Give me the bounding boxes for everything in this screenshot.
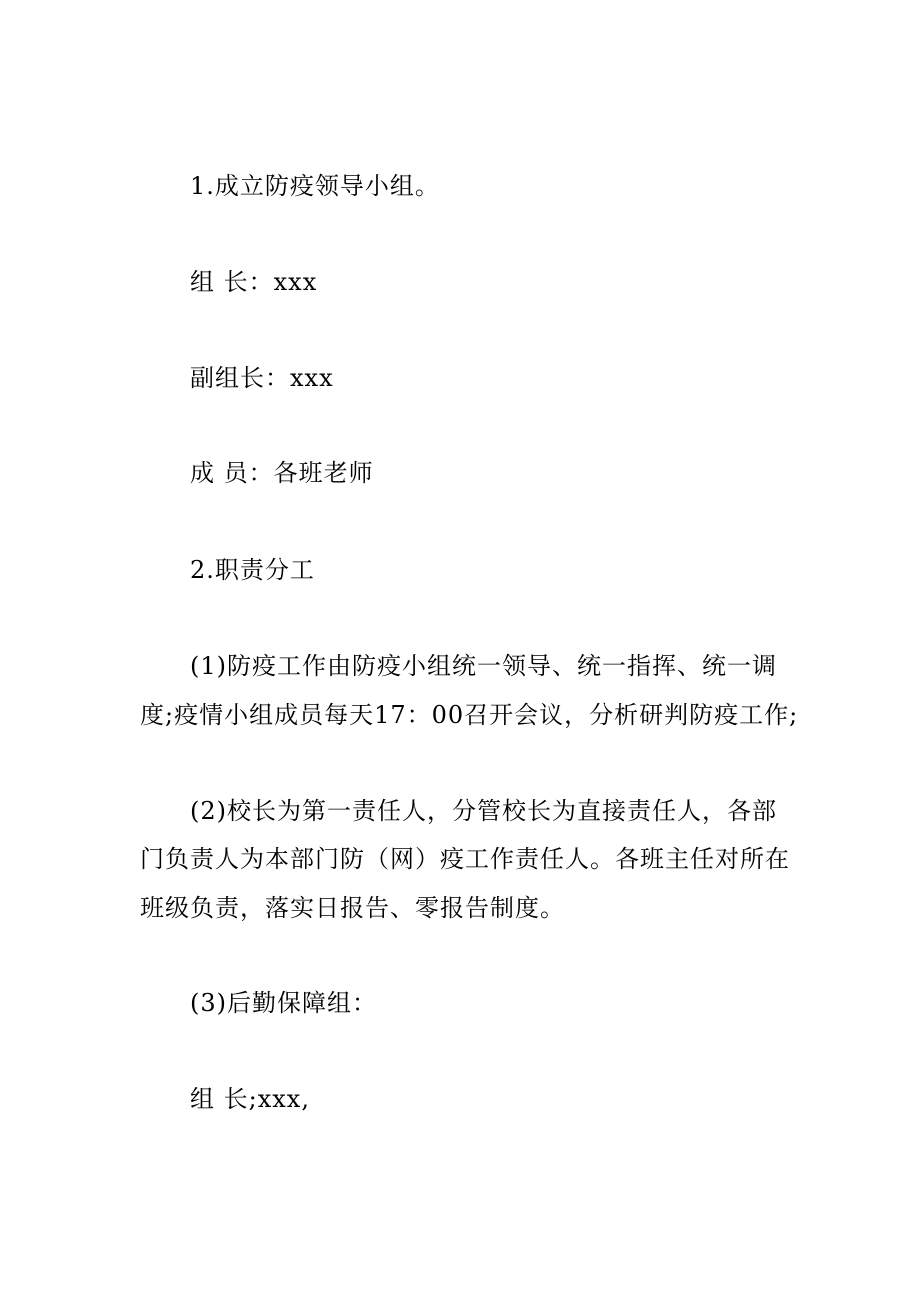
section-1-heading: 1.成立防疫领导小组。 [190,172,440,200]
deputy-leader-line: 副组长：xxx [190,364,334,392]
members-line: 成 员：各班老师 [190,459,374,487]
item-1-line-1: (1)防疫工作由防疫小组统一领导、统一指挥、统一调 [190,652,777,680]
group-leader-line: 组 长：xxx [190,268,318,296]
item-2-line-1: (2)校长为第一责任人，分管校长为直接责任人，各部 [190,797,777,825]
item-2-line-2: 门负责人为本部门防（网）疫工作责任人。各班主任对所在 [140,845,790,873]
item-1-line-2: 度;疫情小组成员每天17：00召开会议，分析研判防疫工作; [140,701,799,729]
item-3-heading: (3)后勤保障组： [190,989,377,1017]
section-2-heading: 2.职责分工 [190,556,315,584]
item-2-line-3: 班级负责，落实日报告、零报告制度。 [140,894,565,922]
logistics-leader-line: 组 长;xxx, [190,1085,310,1113]
